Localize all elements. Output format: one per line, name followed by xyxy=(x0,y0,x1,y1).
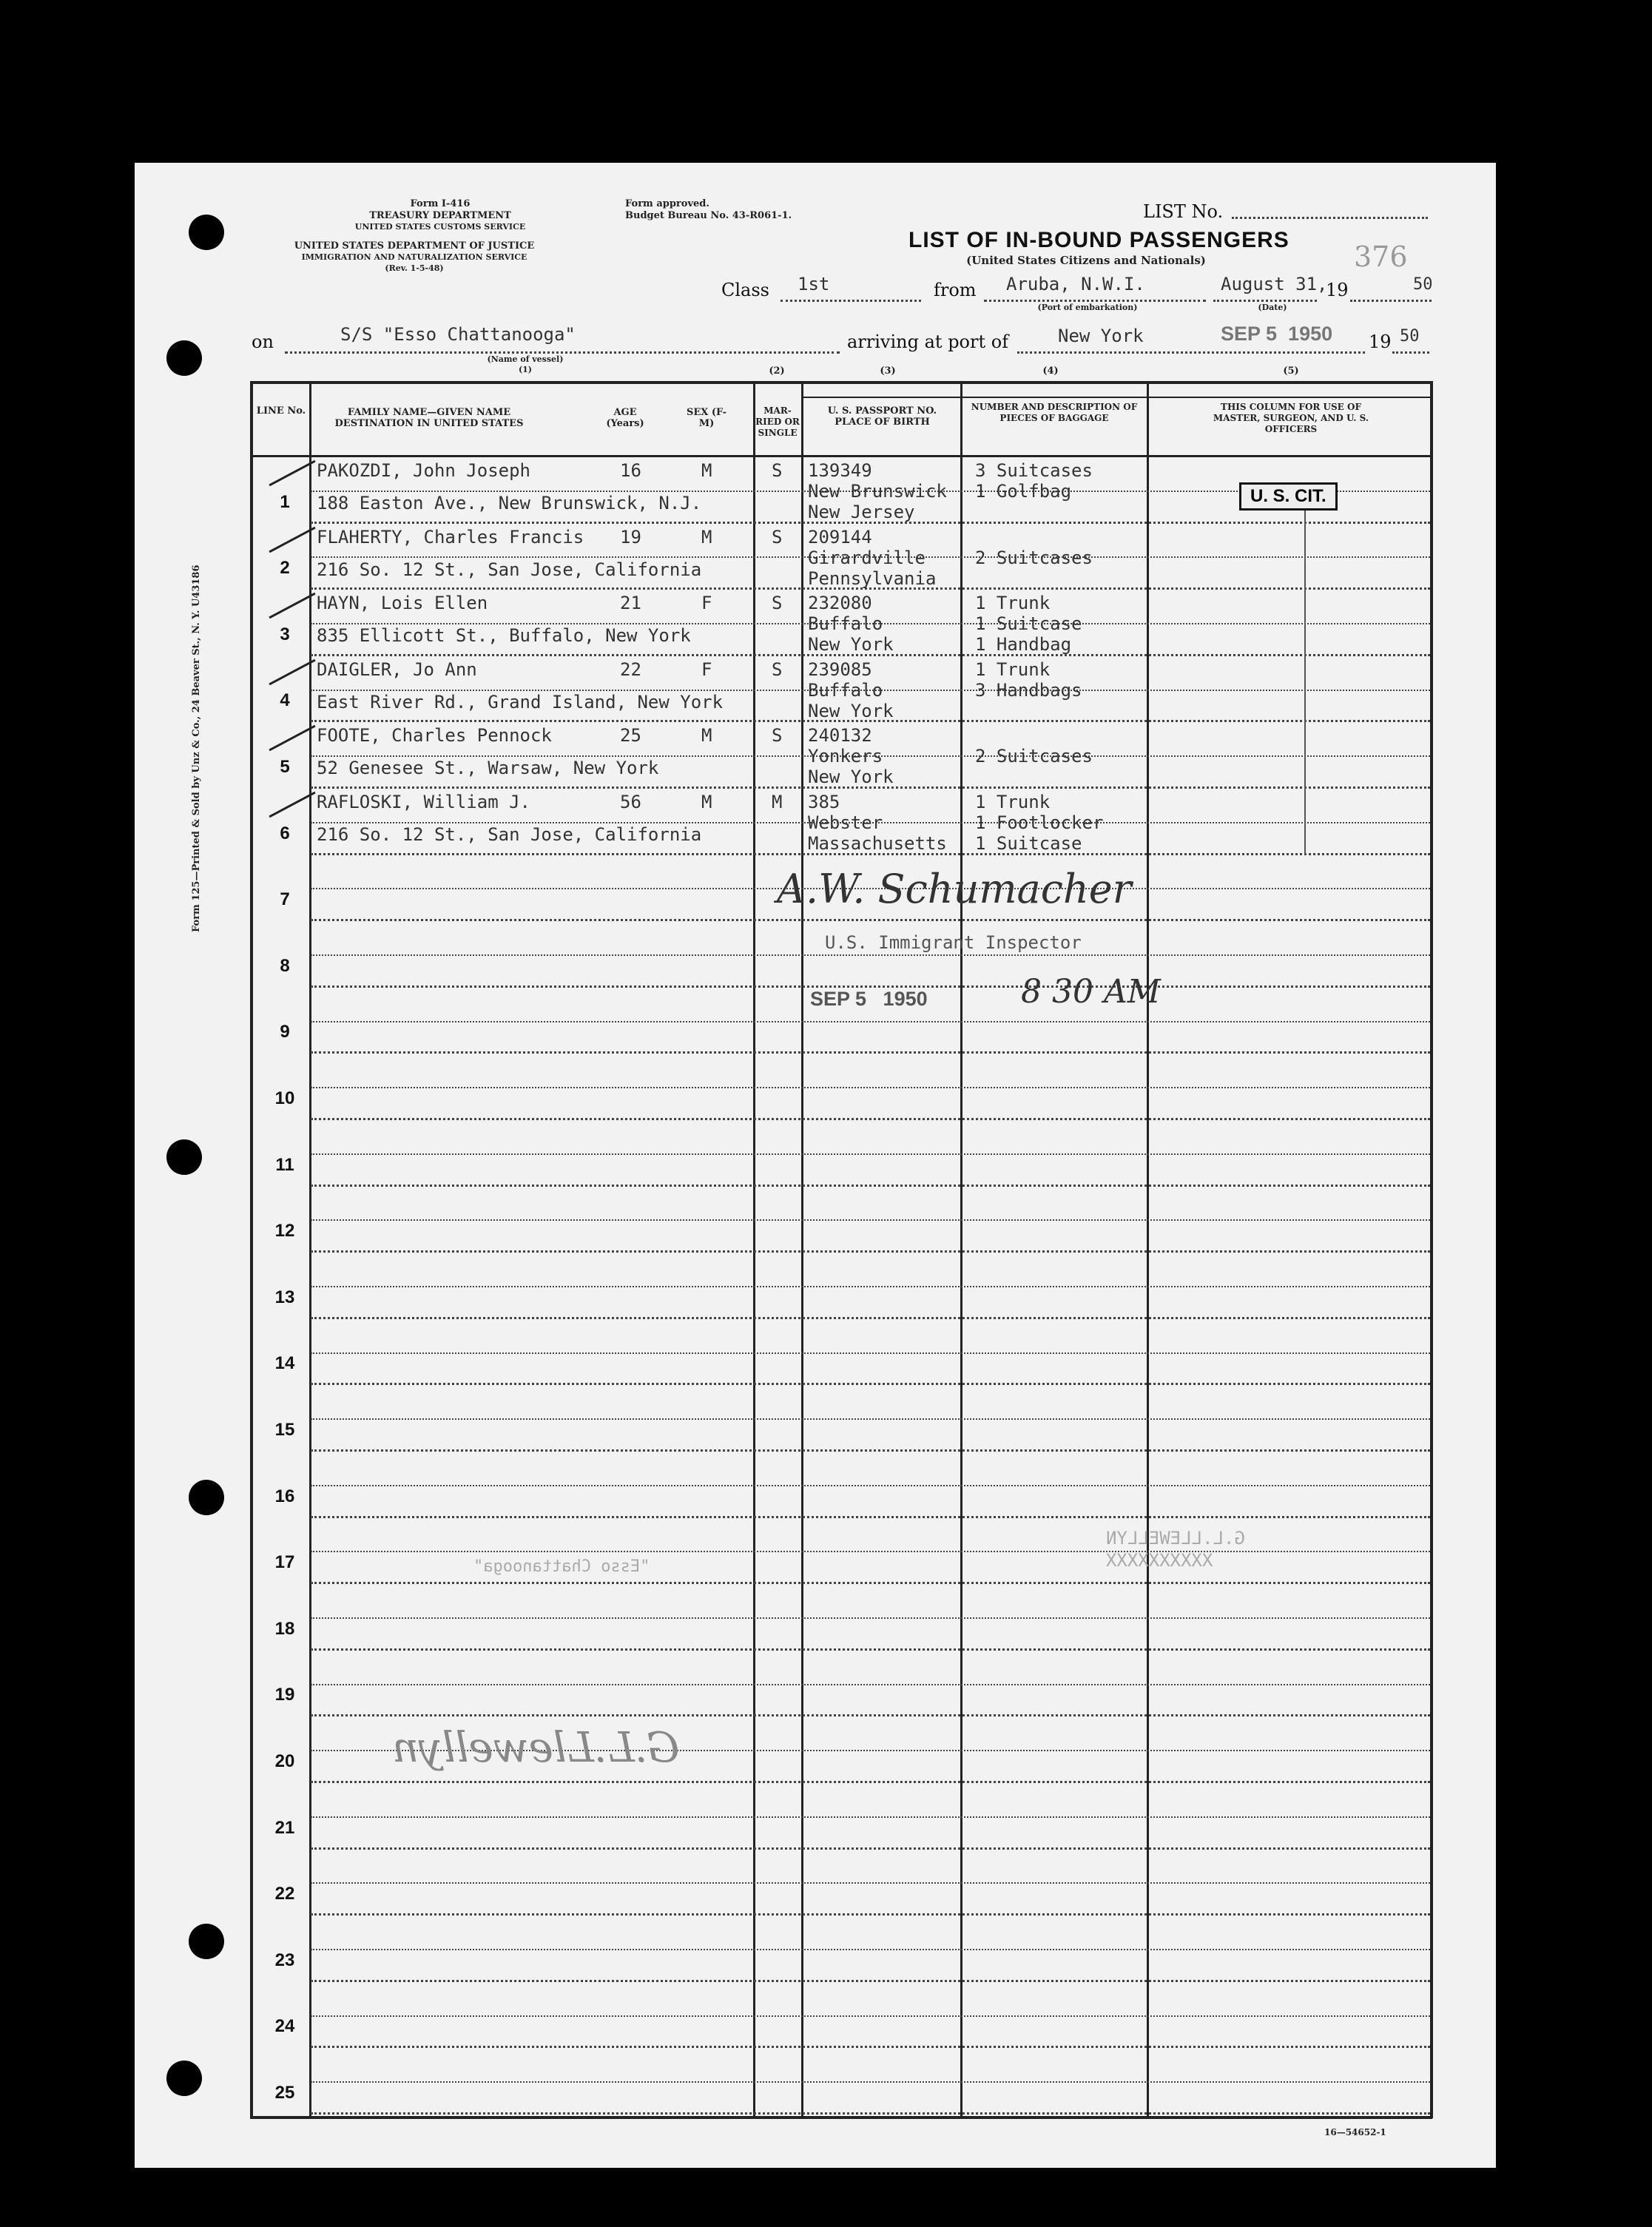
table-bottom-border xyxy=(250,2116,1432,2119)
passenger-name: PAKOZDI, John Joseph xyxy=(317,460,530,481)
row-midline xyxy=(311,1153,1430,1155)
date-caption: (Date) xyxy=(1258,303,1287,312)
bleed-name-strike: XXXXXXXXXX xyxy=(1106,1550,1213,1571)
row-line xyxy=(311,2112,1430,2115)
col-header-col5: (5) xyxy=(1283,365,1299,377)
row-midline xyxy=(311,1418,1430,1420)
passenger-line-number: 1 xyxy=(280,491,290,512)
passenger-marital-status: S xyxy=(772,593,783,614)
baggage-item: 1 Golfbag xyxy=(975,481,1072,502)
col-divider-baggage xyxy=(1147,381,1149,2118)
passenger-marital-status: S xyxy=(772,725,783,747)
col-header-baggage: NUMBER AND DESCRIPTION OF PIECES OF BAGGAGE xyxy=(971,402,1138,423)
passport-number: 239085 xyxy=(808,658,872,680)
passenger-sex: F xyxy=(701,658,712,680)
empty-line-number: 22 xyxy=(274,1884,295,1904)
empty-line-number: 19 xyxy=(274,1685,295,1705)
col-divider-passport xyxy=(960,381,962,2118)
passenger-marital-status: M xyxy=(772,792,783,812)
inspection-date-stamp: SEP 5 1950 xyxy=(810,988,928,1010)
punch-hole xyxy=(166,340,202,376)
empty-line-number: 23 xyxy=(274,1950,295,1970)
row-line xyxy=(311,1051,1430,1054)
row-midline xyxy=(311,1021,1430,1022)
vessel-col-number: (1) xyxy=(518,365,533,374)
empty-line-number: 16 xyxy=(274,1486,295,1506)
row-line xyxy=(311,1250,1430,1253)
empty-line-number: 25 xyxy=(274,2082,295,2103)
passenger-age: 21 xyxy=(620,593,641,614)
birthplace-city: Webster xyxy=(808,812,883,833)
col-header-line: LINE No. xyxy=(256,405,306,417)
arrival-date-stamp: SEP 5 1950 xyxy=(1221,323,1333,345)
page-number: 376 xyxy=(1354,240,1408,273)
passenger-sex: F xyxy=(701,593,712,614)
birthplace-state: New York xyxy=(808,767,894,788)
row-line xyxy=(311,1118,1430,1120)
passport-number: 240132 xyxy=(808,725,872,747)
inspector-title: U.S. Immigrant Inspector xyxy=(825,932,1082,953)
row-line xyxy=(311,1582,1430,1584)
baggage-item: 1 Suitcase xyxy=(975,833,1082,854)
passenger-line-number: 5 xyxy=(280,756,290,777)
row-midline xyxy=(311,2015,1430,2017)
row-midline xyxy=(311,954,1430,956)
customs-service: UNITED STATES CUSTOMS SERVICE xyxy=(354,222,526,232)
col-divider-name xyxy=(753,381,755,2118)
passport-number: 232080 xyxy=(808,593,872,614)
empty-line-number: 12 xyxy=(274,1221,295,1241)
col-header-col4: (4) xyxy=(1042,365,1059,377)
row-line xyxy=(311,1847,1430,1850)
arrival-year-field xyxy=(1392,351,1429,354)
birthplace-city: Buffalo xyxy=(808,613,883,635)
baggage-item: 2 Suitcases xyxy=(975,746,1093,767)
empty-line-number: 10 xyxy=(274,1088,295,1108)
us-citizen-stamp: U. S. CIT. xyxy=(1239,482,1338,511)
year-prefix: 19 xyxy=(1326,280,1349,300)
birthplace-city: Girardville xyxy=(808,547,926,568)
table-top-border xyxy=(250,381,1432,384)
passport-number: 209144 xyxy=(808,526,872,548)
baggage-item: 1 Footlocker xyxy=(975,812,1104,833)
passenger-address: 216 So. 12 St., San Jose, California xyxy=(317,824,702,845)
empty-line-number: 8 xyxy=(280,955,290,976)
row-line xyxy=(311,2046,1430,2048)
empty-line-number: 18 xyxy=(274,1618,295,1639)
year-field xyxy=(1350,300,1432,302)
punch-hole xyxy=(189,1480,224,1515)
page-subtitle: (United States Citizens and Nationals) xyxy=(966,254,1206,267)
baggage-item: 2 Suitcases xyxy=(975,547,1093,568)
class-value: 1st xyxy=(798,274,830,294)
baggage-item: 1 Handbag xyxy=(975,634,1072,656)
bleed-vessel: "Esso Chattanooga" xyxy=(473,1557,650,1576)
empty-line-number: 14 xyxy=(274,1353,295,1374)
punch-hole xyxy=(166,2061,202,2096)
passport-number: 139349 xyxy=(808,460,872,481)
empty-line-number: 17 xyxy=(274,1552,295,1573)
passenger-name: FLAHERTY, Charles Francis xyxy=(317,526,584,548)
list-no-field xyxy=(1232,217,1428,219)
empty-line-number: 13 xyxy=(274,1287,295,1307)
empty-line-number: 21 xyxy=(274,1817,295,1838)
empty-line-number: 11 xyxy=(275,1154,294,1175)
row-midline xyxy=(311,1485,1430,1486)
revision: (Rev. 1-5-48) xyxy=(385,263,444,273)
punch-hole xyxy=(189,215,224,250)
row-line xyxy=(311,1648,1430,1651)
page-title: LIST OF IN-BOUND PASSENGERS xyxy=(908,228,1289,252)
class-label: Class xyxy=(721,280,769,300)
col-header-name: FAMILY NAME—GIVEN NAME DESTINATION IN UNITED STATES xyxy=(334,407,524,429)
table-header-bottom xyxy=(250,455,1432,457)
birthplace-state: New York xyxy=(808,634,894,656)
vessel-name: S/S "Esso Chattanooga" xyxy=(340,324,576,345)
ins-service: IMMIGRATION AND NATURALIZATION SERVICE xyxy=(301,252,527,262)
baggage-item: 1 Trunk xyxy=(975,792,1051,812)
empty-line-number: 15 xyxy=(274,1419,295,1440)
passenger-line-number: 3 xyxy=(280,624,290,644)
birthplace-city: New Brunswick xyxy=(808,481,947,502)
arrival-year-suffix: 50 xyxy=(1400,327,1420,346)
birthplace-state: New Jersey xyxy=(808,502,915,522)
empty-line-number: 9 xyxy=(280,1022,290,1042)
departure-date: August 31, xyxy=(1221,274,1328,294)
vessel-caption: (Name of vessel) xyxy=(487,354,564,364)
col-header-col3: (3) xyxy=(880,365,896,377)
passenger-age: 22 xyxy=(620,658,641,680)
form-approved: Form approved. xyxy=(625,198,709,209)
passenger-address: 216 So. 12 St., San Jose, California xyxy=(317,559,702,580)
passenger-name: RAFLOSKI, William J. xyxy=(317,792,530,812)
col-header-married: MAR-RIED OR SINGLE xyxy=(755,405,800,438)
row-midline xyxy=(311,2081,1430,2083)
footer-code: 16—54652-1 xyxy=(1324,2127,1386,2137)
passenger-age: 19 xyxy=(620,526,641,548)
justice-dept: UNITED STATES DEPARTMENT OF JUSTICE xyxy=(294,240,535,252)
port-caption: (Port of embarkation) xyxy=(1037,303,1138,312)
passenger-address: 52 Genesee St., Warsaw, New York xyxy=(317,758,659,779)
arrival-field xyxy=(1017,351,1365,354)
passenger-line-number: 2 xyxy=(280,558,290,579)
treasury-dept: TREASURY DEPARTMENT xyxy=(369,210,511,221)
inspector-signature: A.W. Schumacher xyxy=(777,866,1132,912)
row-line xyxy=(311,1449,1430,1452)
birthplace-state: New York xyxy=(808,700,894,721)
row-midline xyxy=(311,1352,1430,1354)
baggage-item: 1 Trunk xyxy=(975,593,1051,614)
baggage-item: 3 Suitcases xyxy=(975,460,1093,481)
from-label: from xyxy=(934,280,977,300)
row-line xyxy=(311,1185,1430,1187)
birthplace-state: Pennsylvania xyxy=(808,567,937,589)
passport-number: 385 xyxy=(808,792,840,812)
baggage-item: 3 Handbags xyxy=(975,679,1082,701)
passenger-age: 25 xyxy=(620,725,641,747)
passenger-sex: M xyxy=(701,725,712,747)
col-header-officers: THIS COLUMN FOR USE OF MASTER, SURGEON, AND U. S. OFFICERS xyxy=(1213,402,1369,434)
passenger-name: DAIGLER, Jo Ann xyxy=(317,658,477,680)
row-line xyxy=(311,1317,1430,1319)
arrival-year-prefix: 19 xyxy=(1369,331,1392,352)
row-line xyxy=(311,1516,1430,1518)
empty-line-number: 7 xyxy=(280,889,290,910)
table-left-border xyxy=(250,381,253,2118)
col-header-sex: SEX (F-M) xyxy=(686,407,727,429)
passenger-sex: M xyxy=(701,792,712,812)
inspection-time: 8 30 AM xyxy=(1021,973,1161,1011)
arrival-port: New York xyxy=(1058,326,1144,346)
passenger-address: 835 Ellicott St., Buffalo, New York xyxy=(317,625,691,647)
row-midline xyxy=(311,1087,1430,1088)
baggage-item: 1 Suitcase xyxy=(975,613,1082,635)
bleed-name: G.L.LLEWELLYN xyxy=(1106,1528,1245,1549)
birthplace-city: Buffalo xyxy=(808,679,883,701)
form-number: Form I-416 xyxy=(410,198,471,209)
row-line xyxy=(311,1781,1430,1783)
header-inner-line xyxy=(803,397,1432,398)
printer-side-text: Form 125—Printed & Sold by Unz & Co., 24 Beaver St., N. Y. U43186 xyxy=(191,565,202,932)
row-midline xyxy=(311,1551,1430,1552)
row-midline xyxy=(311,1617,1430,1619)
year-suffix: 50 xyxy=(1413,275,1433,294)
passenger-sex: M xyxy=(701,460,712,481)
passenger-age: 56 xyxy=(620,792,641,812)
bleed-signature: G.L.Llewellyn xyxy=(392,1724,680,1772)
empty-line-number: 24 xyxy=(274,2016,295,2037)
baggage-item: 1 Trunk xyxy=(975,658,1051,680)
row-line xyxy=(311,1980,1430,1982)
row-midline xyxy=(311,1286,1430,1287)
officer-column-line xyxy=(1304,511,1306,855)
passenger-line-number: 4 xyxy=(280,690,290,711)
on-label: on xyxy=(252,331,274,352)
arriving-label: arriving at port of xyxy=(847,331,1009,352)
col-header-col2: (2) xyxy=(769,365,785,377)
birthplace-state: Massachusetts xyxy=(808,833,947,854)
list-no-label: LIST No. xyxy=(1143,201,1224,222)
passenger-sex: M xyxy=(701,526,712,548)
col-divider-line xyxy=(309,381,311,2118)
punch-hole xyxy=(166,1139,202,1175)
passenger-marital-status: S xyxy=(772,526,783,548)
passenger-name: HAYN, Lois Ellen xyxy=(317,593,488,614)
col-divider-married xyxy=(801,381,803,2118)
row-midline xyxy=(311,1949,1430,1950)
col-header-age: AGE (Years) xyxy=(606,407,644,429)
row-line xyxy=(311,1913,1430,1916)
row-midline xyxy=(311,1684,1430,1685)
passenger-address: 188 Easton Ave., New Brunswick, N.J. xyxy=(317,493,702,513)
row-line xyxy=(311,1714,1430,1716)
row-line xyxy=(311,1383,1430,1385)
row-midline xyxy=(311,1816,1430,1818)
table-right-border xyxy=(1430,381,1433,2118)
passenger-marital-status: S xyxy=(772,658,783,680)
passenger-address: East River Rd., Grand Island, New York xyxy=(317,691,724,712)
port-of-embarkation: Aruba, N.W.I. xyxy=(1006,274,1145,294)
birthplace-city: Yonkers xyxy=(808,746,883,767)
punch-hole xyxy=(189,1924,224,1959)
budget-bureau: Budget Bureau No. 43-R061-1. xyxy=(625,210,792,221)
passenger-line-number: 6 xyxy=(280,823,290,843)
class-field xyxy=(781,300,921,302)
row-midline xyxy=(311,1219,1430,1221)
empty-line-number: 20 xyxy=(274,1751,295,1771)
passenger-marital-status: S xyxy=(772,460,783,481)
passenger-name: FOOTE, Charles Pennock xyxy=(317,725,552,747)
row-line xyxy=(311,919,1430,921)
col-header-passport: U. S. PASSPORT NO. PLACE OF BIRTH xyxy=(827,405,937,428)
row-midline xyxy=(311,1882,1430,1884)
passenger-age: 16 xyxy=(620,460,641,481)
